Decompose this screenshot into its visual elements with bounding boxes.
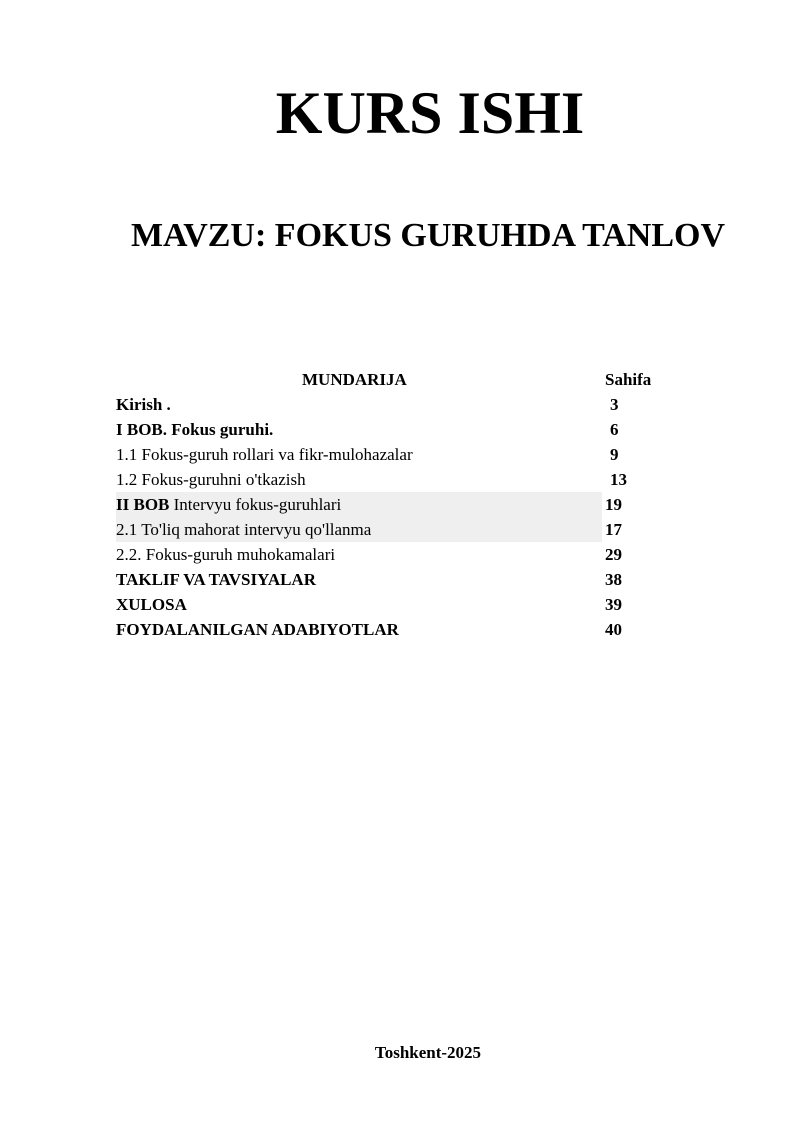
toc-entry-page: 17 [605,520,622,539]
toc-entry-taklif [116,567,676,592]
document-subject: MAVZU: FOKUS GURUHDA TANLOV [130,217,726,254]
toc-page-heading: Sahifa [605,370,652,389]
toc-entry-page: 3 [610,395,619,414]
toc-entry-chapter-2 [116,492,676,517]
toc-entry-2-2 [116,542,676,567]
toc-entry-page: 9 [610,445,619,464]
toc-entry-adabiyotlar [116,617,676,642]
toc-entry-page: 6 [610,420,619,439]
toc-entry-1-2 [116,467,676,492]
toc-entry-label: XULOSA [116,595,187,614]
toc-entry-page: 13 [610,470,627,489]
toc-entry-label: 1.1 Fokus-guruh rollari va fikr-mulohazalar [116,445,413,464]
toc-entry-label: 1.2 Fokus-guruhni o'tkazish [116,470,306,489]
toc-entry-kirish [116,392,676,417]
toc-entry-label: 2.2. Fokus-guruh muhokamalari [116,545,336,564]
toc-entry-page: 19 [605,495,622,514]
toc-entry-label: II BOB Intervyu fokus-guruhlari [116,492,602,517]
document-title: KURS ISHI [275,80,585,146]
table-of-contents [116,392,676,642]
toc-entry-page: 38 [605,570,622,589]
toc-entry-2-1 [116,517,676,542]
toc-heading: MUNDARIJA [302,370,407,389]
toc-entry-page: 39 [605,595,622,614]
toc-entry-chapter-1 [116,417,676,442]
toc-entry-page: 40 [605,620,622,639]
toc-entry-label: Kirish . [116,395,171,414]
toc-entry-1-1 [116,442,676,467]
toc-entry-label: 2.1 To'liq mahorat intervyu qo'llanma [116,517,602,542]
toc-entry-label: FOYDALANILGAN ADABIYOTLAR [116,620,399,639]
toc-entry-xulosa [116,592,676,617]
toc-entry-label: TAKLIF VA TAVSIYALAR [116,570,316,589]
toc-entry-page: 29 [605,545,622,564]
toc-entry-label: I BOB. Fokus guruhi. [116,420,274,439]
document-footer: Toshkent-2025 [374,1043,482,1062]
